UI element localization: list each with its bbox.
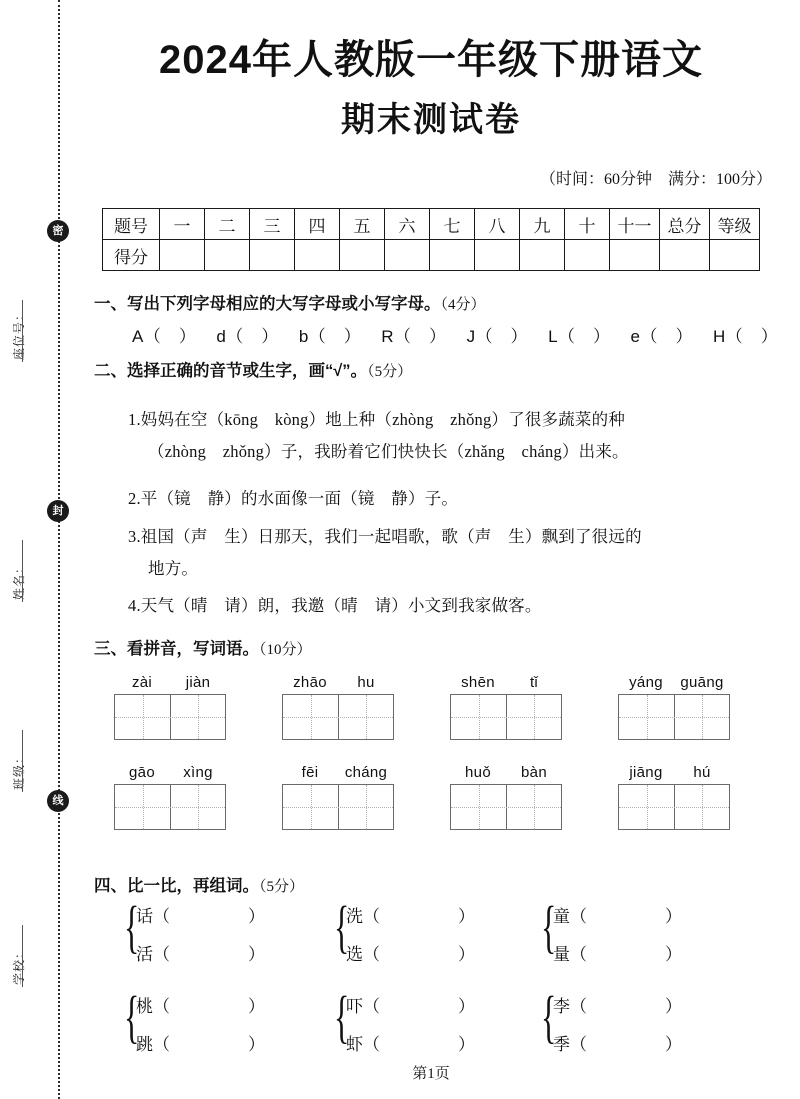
section-2-line-4: 3.祖国（声 生）日那天，我们一起唱歌，歌（声 生）飘到了很远的: [128, 527, 642, 546]
seal-rule-class: [22, 730, 23, 792]
word-pair-char: 选（: [346, 945, 380, 964]
word-pair-row[interactable]: [346, 988, 475, 1026]
section-1-title: 一、写出下列字母相应的大写字母或小写字母。: [94, 295, 441, 313]
pinyin-text-8: [618, 762, 730, 784]
score-cell-total[interactable]: [660, 240, 710, 271]
pinyin-syllable: xìng: [183, 764, 213, 781]
score-col-total: 总分: [660, 209, 710, 240]
word-pair-close: ）: [248, 945, 265, 964]
score-table: [102, 208, 760, 271]
brace-icon: {: [334, 984, 350, 1049]
seal-label-school: 学校：: [12, 945, 26, 985]
pinyin-text-1: [114, 672, 226, 694]
letter-item-6[interactable]: L（ ）: [548, 327, 611, 346]
pinyin-syllable: huǒ: [465, 764, 491, 781]
pinyin-text-3: [450, 672, 562, 694]
pinyin-syllable: zhāo: [293, 674, 327, 691]
pinyin-group-6: [282, 762, 394, 830]
score-col-3: 三: [250, 209, 295, 240]
section-3-title: 三、看拼音，写词语。: [94, 640, 259, 658]
seal-rule-name: [22, 540, 23, 602]
pinyin-group-5: [114, 762, 226, 830]
writing-grid-2[interactable]: [282, 694, 394, 740]
pinyin-syllable: yáng: [629, 674, 663, 691]
word-pair-close: ）: [248, 907, 265, 926]
word-pair-row[interactable]: [136, 936, 265, 974]
pinyin-group-2: [282, 672, 394, 740]
section-2-heading: [94, 357, 412, 381]
pinyin-group-3: [450, 672, 562, 740]
score-col-11: 十一: [610, 209, 660, 240]
word-pair-row[interactable]: [346, 936, 475, 974]
word-pair-row[interactable]: [553, 1026, 682, 1064]
word-pair-row[interactable]: [346, 898, 475, 936]
score-cell-1[interactable]: [160, 240, 205, 271]
letter-item-2[interactable]: d（ ）: [216, 327, 279, 346]
word-pair-char: 季（: [553, 1035, 587, 1054]
score-cell-grade[interactable]: [710, 240, 760, 271]
score-cell-6[interactable]: [385, 240, 430, 271]
score-cell-8[interactable]: [475, 240, 520, 271]
word-pair-char: 跳（: [136, 1035, 170, 1054]
word-pair-char: 吓（: [346, 997, 380, 1016]
brace-icon: {: [124, 894, 140, 959]
section-2-line-5: 地方。: [148, 559, 199, 578]
pinyin-text-5: [114, 762, 226, 784]
word-pair-close: ）: [665, 997, 682, 1016]
letter-item-3[interactable]: b（ ）: [298, 327, 362, 346]
seal-rule-school: [22, 925, 23, 987]
word-pair-close: ）: [458, 1035, 475, 1054]
word-pair-close: ）: [458, 997, 475, 1016]
pinyin-syllable: gāo: [129, 764, 155, 781]
section-4-points: （5分）: [259, 879, 305, 895]
score-col-grade: 等级: [710, 209, 760, 240]
word-pair-close: ）: [458, 907, 475, 926]
score-cell-5[interactable]: [340, 240, 385, 271]
score-col-8: 八: [475, 209, 520, 240]
score-col-10: 十: [565, 209, 610, 240]
section-1-heading: [94, 290, 486, 314]
page-footer: 第1页: [412, 1066, 450, 1082]
word-pair-char: 活（: [136, 945, 170, 964]
word-pair-char: 洗（: [346, 907, 380, 926]
word-pair-char: 量（: [553, 945, 587, 964]
pinyin-text-2: [282, 672, 394, 694]
score-cell-11[interactable]: [610, 240, 660, 271]
pinyin-syllable: zài: [131, 674, 153, 691]
score-cell-7[interactable]: [430, 240, 475, 271]
letter-item-7[interactable]: e（ ）: [630, 327, 693, 346]
score-cell-2[interactable]: [205, 240, 250, 271]
section-3-points: （10分）: [259, 642, 312, 658]
score-col-7: 七: [430, 209, 475, 240]
brace-icon: {: [541, 894, 557, 959]
letter-item-8[interactable]: H（ ）: [713, 327, 779, 346]
section-2-title: 二、选择正确的音节或生字，画“√”。: [94, 362, 368, 380]
brace-icon: {: [541, 984, 557, 1049]
pinyin-group-4: [618, 672, 730, 740]
seal-label-name: 姓名：: [12, 560, 26, 600]
word-pair-char: 李（: [553, 997, 587, 1016]
score-cell-10[interactable]: [565, 240, 610, 271]
word-pair-row[interactable]: [553, 898, 682, 936]
writing-grid-4[interactable]: [618, 694, 730, 740]
word-pair-char: 虾（: [346, 1035, 380, 1054]
pinyin-syllable: guāng: [680, 674, 724, 691]
writing-grid-8[interactable]: [618, 784, 730, 830]
word-pair-close: ）: [665, 945, 682, 964]
section-4-title: 四、比一比，再组词。: [94, 877, 259, 895]
score-col-2: 二: [205, 209, 250, 240]
word-pair-char: 话（: [136, 907, 170, 926]
pinyin-text-6: [282, 762, 394, 784]
pinyin-group-1: [114, 672, 226, 740]
seal-badge-xian: 线: [47, 790, 69, 812]
table-row-headers: [103, 209, 760, 240]
score-table-score-label: 得分: [103, 240, 160, 271]
word-pair-close: ）: [248, 1035, 265, 1054]
score-table-row-label: 题号: [103, 209, 160, 240]
writing-grid-6[interactable]: [282, 784, 394, 830]
pinyin-syllable: hu: [357, 674, 375, 691]
brace-icon: {: [334, 894, 350, 959]
seal-badge-mi: 密: [47, 220, 69, 242]
section-2-points: （5分）: [367, 364, 413, 380]
writing-grid-1[interactable]: [114, 694, 226, 740]
score-col-9: 九: [520, 209, 565, 240]
writing-grid-5[interactable]: [114, 784, 226, 830]
word-pair-close: ）: [248, 997, 265, 1016]
section-2-line-6: 4.天气（晴 请）朗，我邀（晴 请）小文到我家做客。: [128, 596, 542, 615]
word-pair-close: ）: [458, 945, 475, 964]
word-pair-row[interactable]: [346, 1026, 475, 1064]
section-1-letter-list: [132, 322, 798, 347]
word-pair-close: ）: [665, 1035, 682, 1054]
brace-icon: {: [124, 984, 140, 1049]
word-pair-row[interactable]: [553, 988, 682, 1026]
score-col-6: 六: [385, 209, 430, 240]
score-cell-9[interactable]: [520, 240, 565, 271]
section-1-points: （4分）: [440, 297, 486, 313]
seal-badge-feng: 封: [47, 500, 69, 522]
score-cell-3[interactable]: [250, 240, 295, 271]
seal-margin: [0, 0, 86, 1099]
letter-item-4[interactable]: R（ ）: [381, 327, 447, 346]
seal-label-class: 班级：: [12, 750, 26, 790]
section-4-heading: [94, 872, 304, 896]
exam-sheet: [86, 0, 800, 1099]
pinyin-syllable: cháng: [344, 764, 388, 781]
word-pair-row[interactable]: [136, 1026, 265, 1064]
exam-meta-info: （时间：60分钟 满分：100分）: [539, 171, 772, 188]
pinyin-syllable: jiàn: [185, 674, 211, 691]
score-cell-4[interactable]: [295, 240, 340, 271]
page-subtitle: 期末测试卷: [341, 101, 521, 139]
score-col-5: 五: [340, 209, 385, 240]
pinyin-syllable: hú: [693, 764, 711, 781]
writing-grid-7[interactable]: [450, 784, 562, 830]
seal-dotted-line: [58, 0, 60, 1099]
writing-grid-3[interactable]: [450, 694, 562, 740]
table-row-scores: [103, 240, 760, 271]
pinyin-text-4: [618, 672, 730, 694]
word-pair-close: ）: [665, 907, 682, 926]
pinyin-syllable: fēi: [301, 764, 319, 781]
pinyin-syllable: tǐ: [529, 674, 539, 691]
letter-item-1[interactable]: A（ ）: [132, 327, 197, 346]
word-pair-row[interactable]: [136, 898, 265, 936]
pinyin-group-8: [618, 762, 730, 830]
page-title: 2024年人教版一年级下册语文: [159, 38, 703, 82]
score-col-1: 一: [160, 209, 205, 240]
section-2-line-1: 1.妈妈在空（kōng kòng）地上种（zhòng zhǒng）了很多蔬菜的种: [128, 410, 626, 429]
letter-item-5[interactable]: J（ ）: [466, 327, 529, 346]
section-2-line-3: 2.平（镜 静）的水面像一面（镜 静）子。: [128, 489, 459, 508]
pinyin-group-7: [450, 762, 562, 830]
word-pair-char: 童（: [553, 907, 587, 926]
score-col-4: 四: [295, 209, 340, 240]
seal-label-seat-number: 座位号：: [12, 307, 26, 360]
pinyin-syllable: jiāng: [629, 764, 663, 781]
section-2-line-2: （zhòng zhǒng）子，我盼着它们快快长（zhǎng cháng）出来。: [148, 442, 629, 461]
word-pair-row[interactable]: [553, 936, 682, 974]
word-pair-row[interactable]: [136, 988, 265, 1026]
section-3-heading: [94, 635, 312, 659]
word-pair-char: 桃（: [136, 997, 170, 1016]
pinyin-syllable: bàn: [521, 764, 547, 781]
pinyin-syllable: shēn: [461, 674, 495, 691]
seal-rule-seat: [22, 300, 23, 362]
pinyin-text-7: [450, 762, 562, 784]
